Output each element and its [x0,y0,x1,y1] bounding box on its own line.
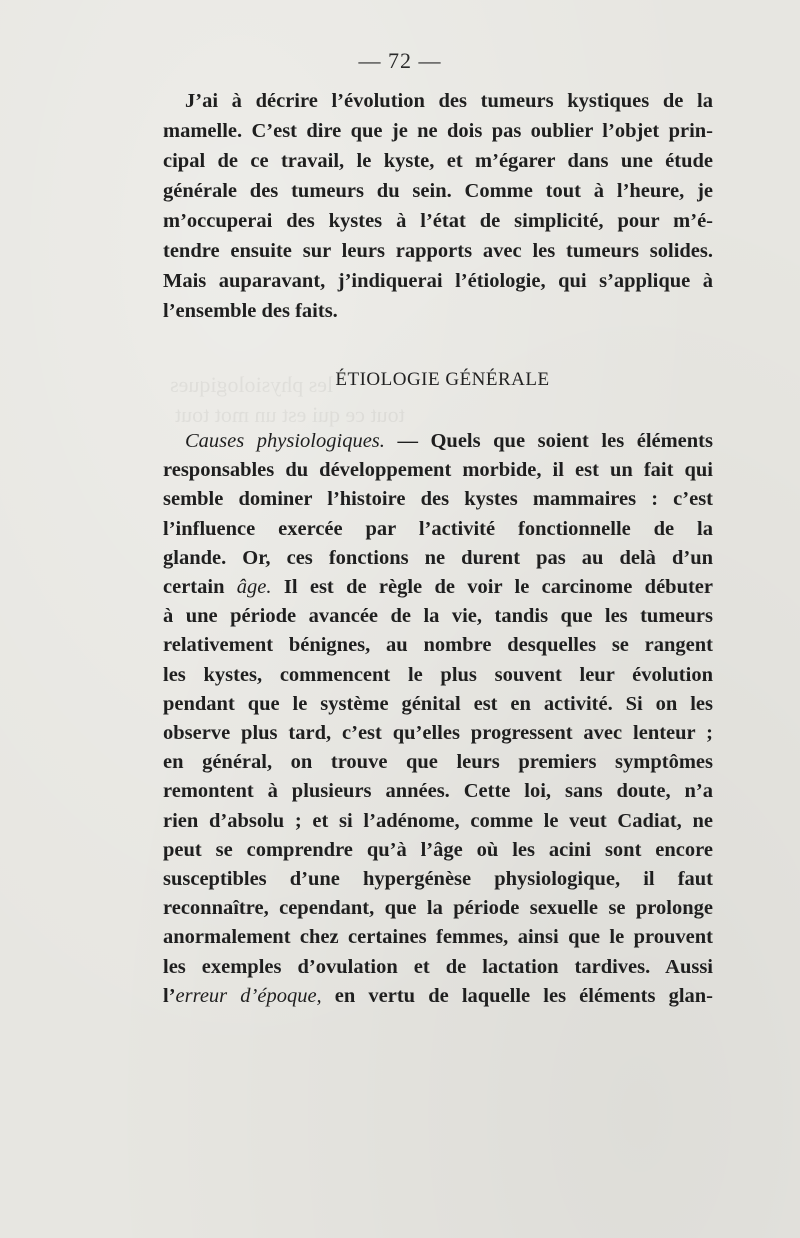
text-line: Mais auparavant, j’indiquerai l’étiologie, qui s’applique à [163,270,713,292]
text-line: tendre ensuite sur leurs rapports avec les tumeurs solides. [163,240,713,262]
paragraph-causes [163,427,713,1011]
text-line: responsables du développement morbide, il est un fait qui [163,459,713,482]
text-line: l’ensemble des faits. [163,300,338,322]
italic-erreur: erreur d’époque, [175,984,322,1007]
text-line: peut se comprendre qu’à l’âge où les acini sont encore [163,838,713,861]
text-line: en général, on trouve que leurs premiers symptômes [163,751,713,774]
text-line: générale des tumeurs du sein. Comme tout à l’heure, je [163,180,713,202]
text-line: reconnaître, cependant, que la période sexuelle se prolonge [163,897,713,920]
text-line: relativement bénignes, au nombre desquelles se rangent [163,634,713,657]
text-line: remontent à plusieurs années. Cette loi, sans doute, n’a [163,780,713,803]
text-line: J’ai à décrire l’évolution des tumeurs kystiques de la [185,90,713,112]
last-post: en vertu de laquelle les éléments glan- [321,984,713,1007]
italic-age: âge. [236,576,272,599]
page-number: — 72 — [358,48,442,73]
show-through-text: les physiologiques [170,372,334,397]
text-line: observe plus tard, c’est qu’elles progressent avec lenteur ; [163,722,713,745]
italic-lead: Causes physiologiques. [185,430,385,452]
show-through-text: tout ce qui est un mot tout [175,402,405,427]
text-line: à une période avancée de la vie, tandis que les tumeurs [163,605,713,628]
lead-rest: — Quels que soient les éléments [384,430,713,452]
age-pre: certain [163,576,237,599]
text-line: pendant que le système génital est en activité. Si on les [163,692,713,715]
text-line: l’influence exercée par l’activité fonctionnelle de la [163,517,713,540]
text-line: les exemples d’ovulation et de lactation tardives. Aussi [163,955,713,978]
section-heading: ÉTIOLOGIE GÉNÉRALE [335,369,550,390]
text-line: semble dominer l’histoire des kystes mammaires : c’est [163,488,713,511]
text-line [163,982,713,1011]
text-line: susceptibles d’une hypergénèse physiologique, il faut [163,868,713,891]
text-line: cipal de ce travail, le kyste, et m’égarer dans une étude [163,150,713,172]
text-line: glande. Or, ces fonctions ne durent pas au delà d’un [163,546,713,569]
text-line [163,427,713,456]
text-line [163,573,713,602]
text-line: rien d’absolu ; et si l’adénome, comme le veut Cadiat, ne [163,809,713,832]
text-line: m’occuperai des kystes à l’état de simplicité, pour m’é- [163,210,713,232]
text-line: les kystes, commencent le plus souvent leur évolution [163,663,713,686]
text-line: mamelle. C’est dire que je ne dois pas oublier l’objet prin- [163,120,713,142]
age-post: Il est de règle de voir le carcinome débuter [271,576,713,599]
text-line: anormalement chez certaines femmes, ainsi que le prouvent [163,926,713,949]
paragraph-intro [163,86,713,326]
last-pre: l’ [163,984,176,1007]
